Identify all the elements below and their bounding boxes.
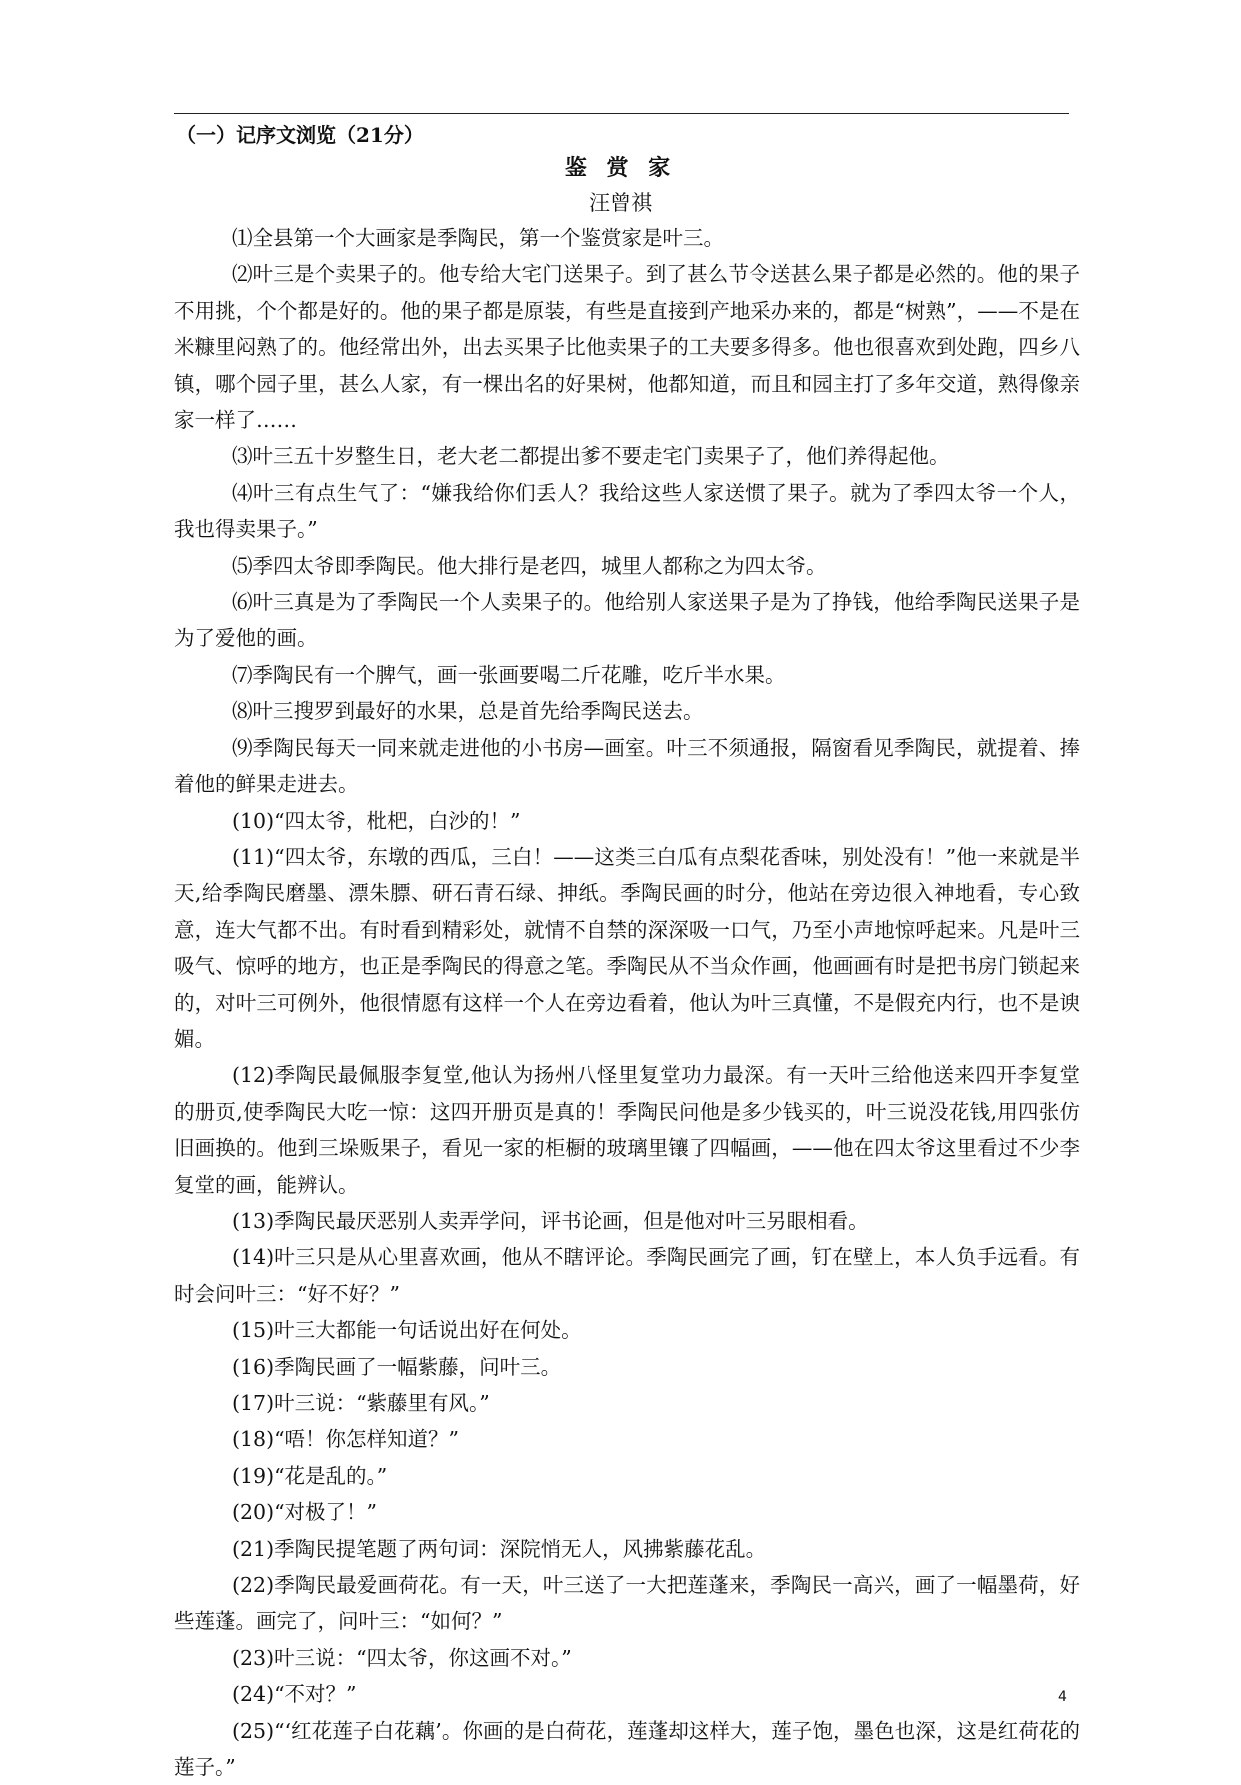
paragraph-2: ⑵叶三是个卖果子的。他专给大宅门送果子。到了甚么节令送甚么果子都是必然的。他的果子不用挑，个个都是好的。他的果子都是原装，有些是直接到产地采办来的，都是“树熟”，——不是在米糠里闷熟了的。他经常出外，出去买果子比他卖果子的工夫要多得多。他也很喜欢到处跑，四乡八镇，哪个园子里，甚么人家，有一棵出名的好果树，他都知道，而且和园主打了多年交道，熟得像亲家一样了…… bbox=[174, 262, 1080, 433]
paragraph-10: (10)“四太爷，枇杷，白沙的！” bbox=[232, 808, 521, 833]
paragraph-25: (25)“‘红花莲子白花藕’。你画的是白荷花，莲蓬却这样大，莲子饱，墨色也深，这是红荷花的莲子。” bbox=[174, 1718, 1080, 1780]
paragraph-23: (23)叶三说：“四太爷，你这画不对。” bbox=[232, 1645, 572, 1670]
paragraph-3: ⑶叶三五十岁整生日，老大老二都提出爹不要走宅门卖果子了，他们养得起他。 bbox=[232, 444, 950, 469]
paragraph-15: (15)叶三大都能一句话说出好在何处。 bbox=[232, 1318, 582, 1343]
paragraph-1: ⑴全县第一个大画家是季陶民，第一个鉴赏家是叶三。 bbox=[232, 226, 724, 250]
paragraph-8: ⑻叶三搜罗到最好的水果，总是首先给季陶民送去。 bbox=[232, 699, 704, 724]
paragraph-17: (17)叶三说：“紫藤里有风。” bbox=[232, 1391, 490, 1415]
paragraph-22: (22)季陶民最爱画荷花。有一天，叶三送了一大把莲蓬来，季陶民一高兴，画了一幅墨荷，好些莲蓬。画完了，问叶三：“如何？” bbox=[174, 1573, 1080, 1634]
page-number: 4 bbox=[1058, 1689, 1067, 1705]
paragraph-13: (13)季陶民最厌恶别人卖弄学问，评书论画，但是他对叶三另眼相看。 bbox=[232, 1208, 869, 1233]
article-author: 汪曾祺 bbox=[589, 191, 652, 215]
article-body bbox=[174, 220, 1080, 1785]
paragraph-20: (20)“对极了！” bbox=[232, 1500, 378, 1525]
paragraph-6: ⑹叶三真是为了季陶民一个人卖果子的。他给别人家送果子是为了挣钱，他给季陶民送果子是为了爱他的画。 bbox=[174, 590, 1080, 651]
section-heading: （一）记序文浏览（21分） bbox=[176, 123, 424, 147]
paragraph-12: (12)季陶民最佩服李复堂,他认为扬州八怪里复堂功力最深。有一天叶三给他送来四开李复堂的册页,使季陶民大吃一惊：这四开册页是真的！季陶民问他是多少钱买的，叶三说没花钱,用四张仿旧画换的。他到三垛贩果子，看见一家的柜橱的玻璃里镶了四幅画，——他在四太爷这里看过不少李复堂的画，能辨认。 bbox=[174, 1063, 1080, 1197]
header-rule bbox=[174, 113, 1069, 114]
paragraph-4: ⑷叶三有点生气了：“嫌我给你们丢人？我给这些人家送惯了果子。就为了季四太爷一个人，我也得卖果子。” bbox=[174, 480, 1080, 542]
paragraph-24: (24)“不对？” bbox=[232, 1682, 357, 1707]
paragraph-21: (21)季陶民提笔题了两句词：深院悄无人，风拂紫藤花乱。 bbox=[232, 1536, 767, 1561]
paragraph-5: ⑸季四太爷即季陶民。他大排行是老四，城里人都称之为四太爷。 bbox=[232, 553, 827, 578]
paragraph-19: (19)“花是乱的。” bbox=[232, 1463, 388, 1488]
paragraph-11: (11)“四太爷，东墩的西瓜，三白！——这类三白瓜有点梨花香味，别处没有！”他一来就是半天,给季陶民磨墨、漂朱膘、研石青石绿、抻纸。季陶民画的时分，他站在旁边很入神地看，专心致意，连大气都不出。有时看到精彩处，就情不自禁的深深吸一口气，乃至小声地惊呼起来。凡是叶三吸气、惊呼的地方，也正是季陶民的得意之笔。季陶民从不当众作画，他画画有时是把书房门锁起来的，对叶三可例外，他很情愿有这样一个人在旁边看着，他认为叶三真懂，不是假充内行，也不是谀媚。 bbox=[174, 844, 1080, 1051]
paragraph-18: (18)“唔！你怎样知道？” bbox=[232, 1427, 460, 1452]
article-title: 鉴 赏 家 bbox=[564, 155, 677, 181]
paragraph-16: (16)季陶民画了一幅紫藤，问叶三。 bbox=[232, 1354, 562, 1379]
paragraph-7: ⑺季陶民有一个脾气，画一张画要喝二斤花雕，吃斤半水果。 bbox=[232, 662, 786, 687]
paragraph-9: ⑼季陶民每天一同来就走进他的小书房—画室。叶三不须通报，隔窗看见季陶民，就提着、捧着他的鲜果走进去。 bbox=[174, 735, 1080, 797]
paragraph-14: (14)叶三只是从心里喜欢画，他从不瞎评论。季陶民画完了画，钉在壁上，本人负手远看。有时会问叶三：“好不好？” bbox=[174, 1245, 1080, 1306]
